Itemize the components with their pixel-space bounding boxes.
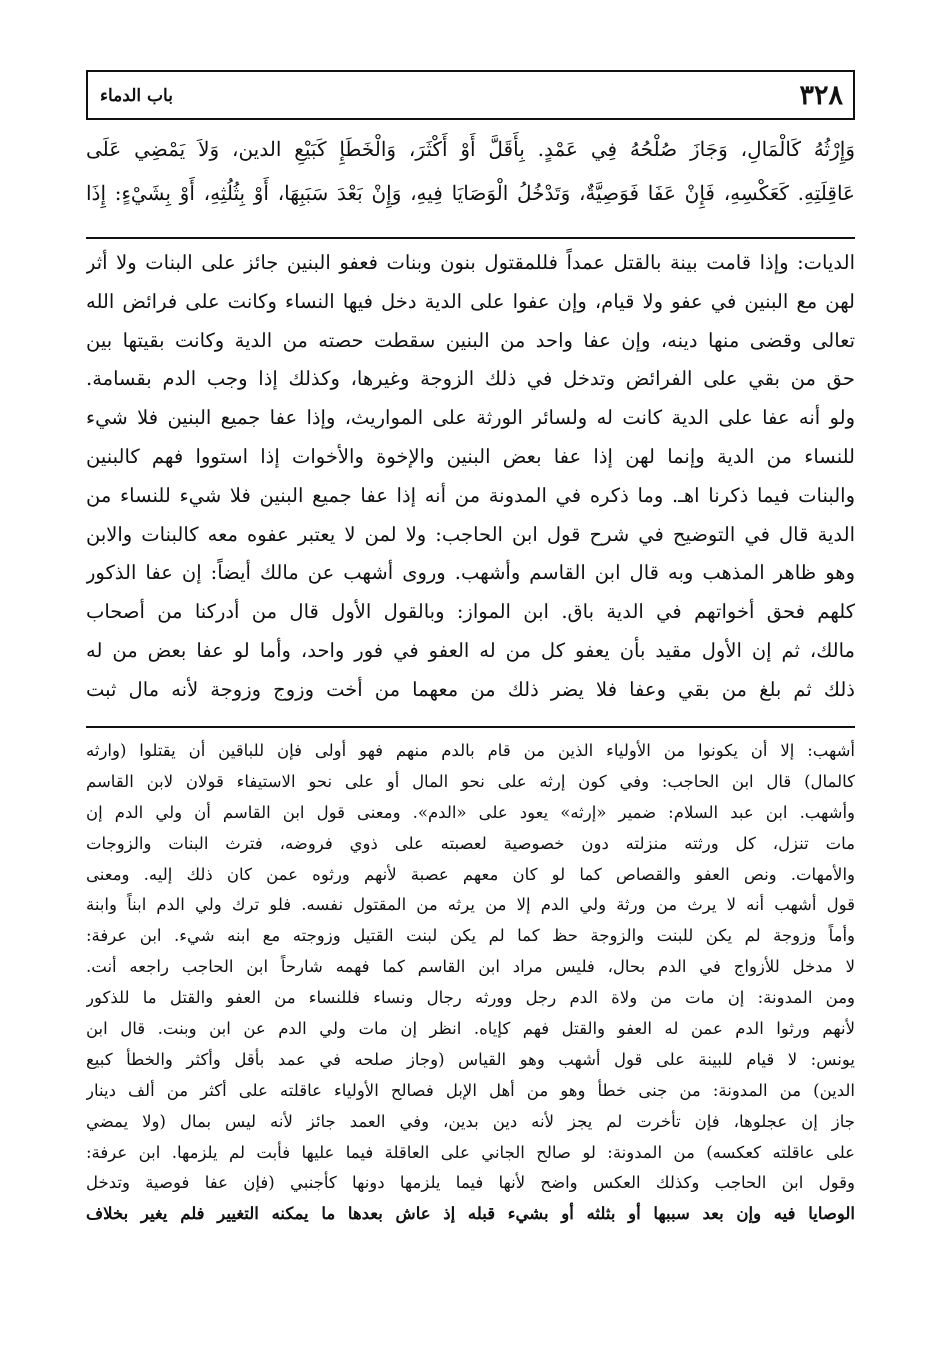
- footnote-line: وأماً وزوجة لم يكن للبنت والزوجة حظ كما لم يكن لبنت القتيل وزوجته مع ابنه شيء. ابن عرفة:: [86, 926, 855, 946]
- footnote-line: لا مدخل للأزواج في الدم بحال، فليس مراد ابن القاسم كما فهمه شارحاً ابن الحاجب راجعه أنت.: [86, 957, 855, 977]
- footnote-line: كالمال) قال ابن الحاجب: وفي كون إرثه على نحو المال أو على نحو الاستيفاء قولان لابن القاسم: [86, 771, 855, 791]
- commentary-line: والبنات فيما ذكرنا اهـ. وما ذكره في المدونة من أنه إذا عفا جميع البنين فلا شيء للنساء من: [86, 483, 855, 507]
- footnote-line: مات تنزل، كل ورثته منزلته دون خصوصية لعصبته على ذوي فروضه، فترث البنات والزوجات: [86, 833, 855, 853]
- page-header: [86, 70, 855, 120]
- footnote-line: والأمهات. ونص العفو والقصاص كما لو كان معهم عصبة لأنهم ورثوه عمن كان ذلك إليه. ومعنى: [86, 864, 855, 884]
- footnote-line: وأشهب. ابن عبد السلام: ضمير «إرثه» يعود على «الدم». ومعنى قول ابن القاسم أن ولي الدم إن: [86, 802, 855, 822]
- footnote-text: [86, 736, 855, 1230]
- footnote-line: لأنهم ورثوا الدم عمن له العفو والقتل فهم كإياه. انظر إن مات ولي الدم عن ابن وبنت. قال ابن: [86, 1019, 855, 1039]
- commentary-line: لهن مع البنين في عفو ولا قيام، وإن عفوا على الدية دخل فيها النساء وكانت على فرائض الله: [86, 289, 855, 313]
- footnote-line: الوصايا فيه وإن بعد سببها أو بثلثه أو بشيء قبله إذ عاش بعدها ما يمكنه التغيير فلم يغير بخلاف: [86, 1204, 855, 1224]
- matn-line: وَإِرْثُهُ كَالْمَالِ، وَجَازَ صُلْحُهُ فِي عَمْدٍ. بِأَقَلَّ أَوْ أَكْثَرَ، وَالْخَطَإِ كَبَيْعِ الدين، وَلاَ يَمْضِي عَلَى: [86, 137, 855, 161]
- matn-line: عَاقِلَتِهِ. كَعَكْسِهِ، فَإِنْ عَفَا فَوَصِيَّةٌ، وَتَدْخُلُ الْوَصَايَا فِيهِ، وَإِنْ بَعْدَ سَبَبِهَا، أَوْ بِثُلُثِهِ، أَوْ بِشَيْءٍ: إِذَا: [86, 181, 855, 205]
- page-number: ٣٢٨: [799, 80, 843, 111]
- chapter-title: باب الدماء: [100, 86, 173, 106]
- commentary-line: الديات: وإذا قامت بينة بالقتل عمداً فللمقتول بنون وبنات فعفو البنين جائز على البنات ولا أثر: [86, 251, 855, 274]
- commentary-text: [86, 244, 855, 710]
- footnote-line: الدين) من المدونة: من جنى خطأ وهو من أهل الإبل فصالح الأولياء عاقلته على أكثر من ألف دينار: [86, 1080, 855, 1100]
- matn-divider: [86, 237, 855, 239]
- footnote-divider: [86, 726, 855, 728]
- footnote-line: وقول ابن الحاجب وكذلك العكس واضح لأنها فيما يلزمها دونها كأجنبي (فإن عفا فوصية وتدخل: [86, 1173, 855, 1193]
- commentary-line: مالك، ثم إن الأول مقيد بأن يعفو كل من له العفو في فور واحد، وأما لو عفا بعض من له: [86, 638, 855, 662]
- commentary-line: للنساء من الدية وإنما لهن إذا عفا بعض البنين والإخوة والأخوات إذا استووا فهم كالبنين: [86, 444, 855, 468]
- commentary-line: الدية قال في التوضيح في شرح قول ابن الحاجب: ولا لمن لا يعتبر عفوه معه كالبنات والابن: [86, 522, 855, 546]
- footnote-line: قول أشهب أنه لا يرث من ورثة ولي الدم إلا من يرثه من المقتول نفسه. فلو ترك ولي الدم ابناً وابنة: [86, 895, 855, 915]
- commentary-line: كلهم فحق أخواتهم في الدية باق. ابن المواز: وبالقول الأول قال من أدركنا من أصحاب: [86, 600, 855, 624]
- commentary-line: ذلك ثم بلغ من بقي وعفا فلا يضر ذلك من معهما من أخت وزوج وزوجة لأنه مال ثبت: [86, 677, 855, 701]
- footnote-line: على عاقلته كعكسه) من المدونة: لو صالح الجاني على العاقلة فيما عليها فأبت لم يلزمها. ابن عرفة:: [86, 1142, 855, 1162]
- footnote-line: يونس: لا قيام للبينة على قول أشهب وهو القياس (وجاز صلحه في عمد بأقل وأكثر والخطأ كبيع: [86, 1049, 855, 1069]
- commentary-line: وهو ظاهر المذهب وبه قال ابن القاسم وأشهب. وروى أشهب عن مالك أيضاً: إن عفا الذكور: [86, 561, 855, 585]
- commentary-line: ولو أنه عفا على الدية كانت له ولسائر الورثة على المواريث، وإذا عفا جميع البنين فلا شيء: [86, 406, 855, 430]
- matn-text: [86, 127, 855, 215]
- footnote-line: أشهب: إلا أن يكونوا من الأولياء الذين من قام بالدم منهم فهو أولى فإن للباقين أن يقتلوا (وارثه: [86, 741, 855, 760]
- footnote-line: ومن المدونة: إن مات من ولاة الدم رجل وورثه رجال ونساء فللنساء من العفو والقتل ما للذكور: [86, 988, 855, 1008]
- footnote-line: جاز إن عجلوها، فإن تأخرت لم يجز لأنه دين بدين، وفي العمد جائز لأنه ليس بمال (ولا يمضي: [86, 1111, 855, 1131]
- commentary-line: حق من بقي على الفرائض وتدخل في ذلك الزوجة وغيرها، وكذلك إذا وجب الدم بقسامة.: [86, 367, 855, 391]
- commentary-line: تعالى وقضى منها دينه، وإن عفا واحد من البنين سقطت حصته من الدية وكانت بقيتها بين: [86, 328, 855, 352]
